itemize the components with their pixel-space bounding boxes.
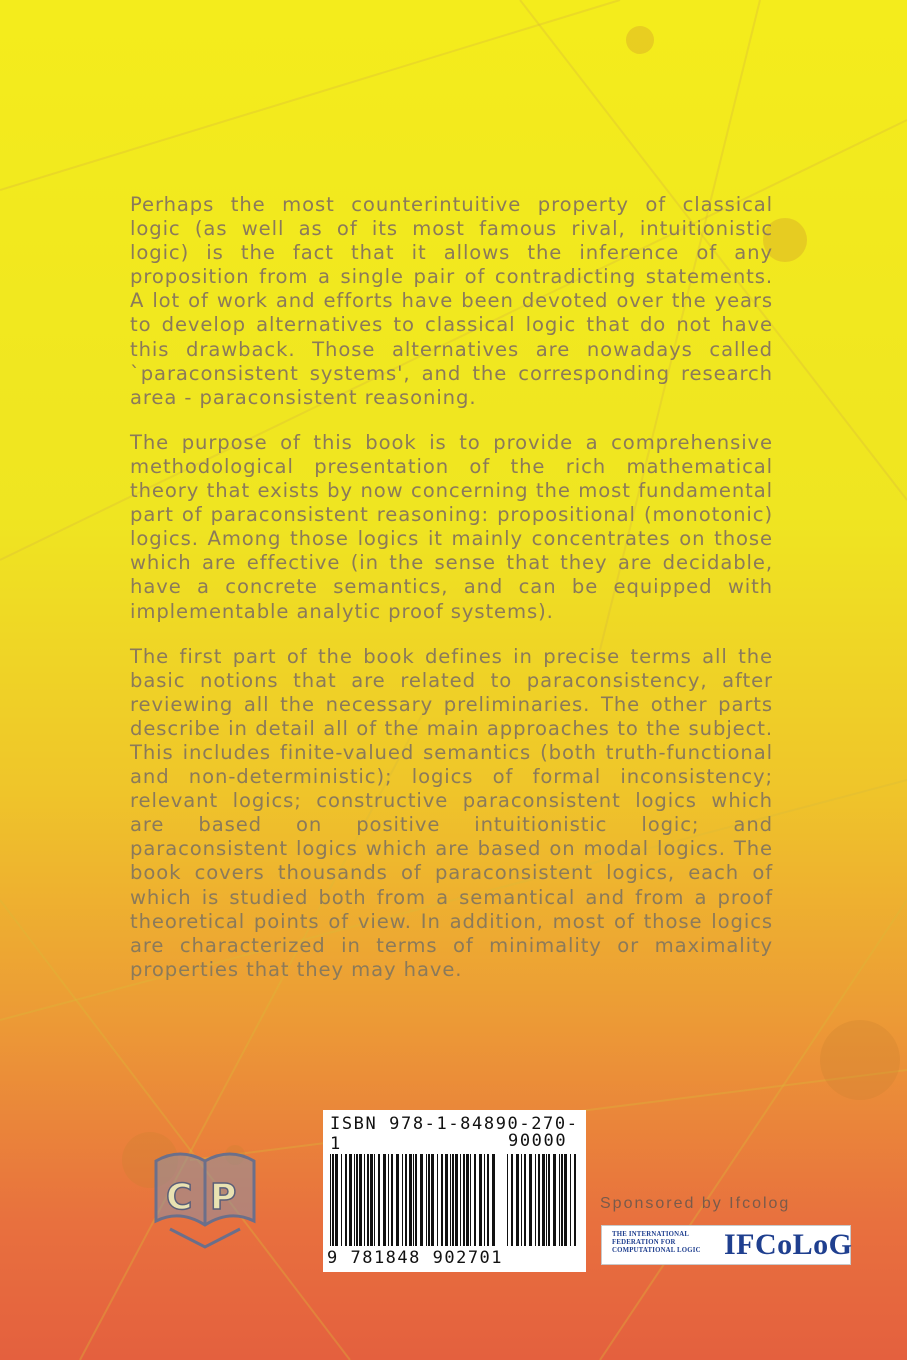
barcode-bar <box>445 1154 448 1246</box>
barcode-bar <box>413 1154 414 1246</box>
barcode-bar <box>535 1154 536 1246</box>
barcode-bar <box>426 1154 427 1246</box>
barcode-bar <box>516 1154 519 1246</box>
ifcolog-logo <box>601 1225 851 1265</box>
barcode-bar <box>345 1154 347 1246</box>
barcode-bar <box>378 1154 380 1246</box>
barcode-bar <box>330 1154 331 1246</box>
barcode-bar <box>521 1154 522 1246</box>
barcode-bar <box>367 1154 369 1246</box>
barcode-bar <box>455 1154 458 1246</box>
barcode-bar <box>437 1154 438 1246</box>
barcode-bar <box>402 1154 403 1246</box>
barcode-bar <box>409 1154 412 1246</box>
publisher-cp-book-logo <box>150 1143 260 1250</box>
barcode-bar <box>507 1154 508 1246</box>
isbn-barcode <box>323 1110 586 1272</box>
barcode-bar <box>335 1154 338 1246</box>
barcode-bar <box>450 1154 451 1246</box>
barcode-bar <box>529 1154 532 1246</box>
barcode-bar <box>474 1154 476 1246</box>
barcode-bar <box>374 1154 375 1246</box>
barcode-bar <box>559 1154 560 1246</box>
blurb-paragraph-2: The purpose of this book is to provide a comprehensive methodological presentation of the rich mathematical theory that exists by now concerning the most fundamental part of paraconsistent reasoning: propositional (monotonic) logics. Among those logics it mainly concentrates on those which are effective (in the sense that they are decidable, have a concrete semantics, and can be equipped with implementable analytic proof systems). <box>130 430 773 623</box>
barcode-bar <box>463 1154 465 1246</box>
barcode-bar <box>553 1154 556 1246</box>
barcode-bar <box>546 1154 547 1246</box>
barcode-bar <box>396 1154 399 1246</box>
barcode-bar <box>479 1154 482 1246</box>
barcode-bar <box>341 1154 342 1246</box>
logo-letter-p: P <box>210 1177 237 1218</box>
blurb-paragraph-1: Perhaps the most counterintuitive property of classical logic (as well as of its most famous rival, intuitionistic logic) is the fact that it allows the inference of any proposition from a single pair of contradicting statements. A lot of work and efforts have been devoted over the years to develop alternatives to classical logic that do not have this drawback. Those alternatives are nowadays called `paraconsistent systems', and the corresponding research area - paraconsistent reasoning. <box>130 193 773 409</box>
ifcolog-logo-wordmark: IFCoLoG <box>724 1228 853 1261</box>
barcode-bar <box>487 1154 489 1246</box>
barcode-bar <box>542 1154 545 1246</box>
barcode-bar <box>391 1154 393 1246</box>
sponsor-text: Sponsored by Ifcolog <box>600 1195 791 1212</box>
barcode-bar <box>370 1154 373 1246</box>
barcode-bar <box>511 1154 513 1246</box>
back-cover-blurb <box>130 193 773 1003</box>
barcode-bar <box>484 1154 485 1246</box>
barcode-bar <box>538 1154 540 1246</box>
barcode-bar <box>524 1154 526 1246</box>
barcode-bar <box>561 1154 563 1246</box>
barcode-bar <box>452 1154 454 1246</box>
barcode-bar <box>415 1154 417 1246</box>
barcode-bar <box>349 1154 352 1246</box>
ifcolog-logo-subtitle: THE INTERNATIONAL FEDERATION FOR COMPUTATIONAL LOGIC <box>612 1231 701 1254</box>
barcode-bar <box>405 1154 407 1246</box>
barcode-bar <box>548 1154 550 1246</box>
ean-barcode-bars <box>330 1154 500 1246</box>
ean-digits: 9 781848 902701 <box>327 1248 504 1268</box>
barcode-bar <box>364 1154 365 1246</box>
barcode-bar <box>383 1154 386 1246</box>
barcode-bar <box>466 1154 469 1246</box>
barcode-bar <box>431 1154 434 1246</box>
barcode-bar <box>354 1154 355 1246</box>
barcode-bar <box>574 1154 576 1246</box>
barcode-bar <box>564 1154 567 1246</box>
blurb-paragraph-3: The first part of the book defines in precise terms all the basic notions that are related to paraconsistency, after reviewing all the necessary preliminaries. The other parts describe in detail all of the main approaches to the subject. This includes finite-valued semantics (both truth-functional and non-deterministic); logics of formal inconsistency; relevant logics; constructive paraconsistent logics which are based on positive intuitionistic logic; and paraconsistent logics which are based on modal logics. The book covers thousands of paraconsistent logics, each of which is studied both from a semantical and from a proof theoretical points of view. In addition, most of those logics are characterized in terms of minimality or maximality properties that they may have. <box>130 644 773 981</box>
barcode-bar <box>356 1154 358 1246</box>
barcode-bar <box>388 1154 389 1246</box>
logo-letter-c: C <box>166 1177 193 1218</box>
barcode-bar <box>420 1154 423 1246</box>
barcode-bar <box>332 1154 334 1246</box>
barcode-bar <box>460 1154 461 1246</box>
price-code: 90000 <box>508 1131 568 1151</box>
barcode-bar <box>570 1154 571 1246</box>
isbn-number: ISBN 978-1-84890-270-1 <box>330 1114 579 1154</box>
barcode-bar <box>428 1154 430 1246</box>
barcode-bar <box>359 1154 362 1246</box>
barcode-bar <box>470 1154 471 1246</box>
addon-barcode-bars <box>507 1154 579 1246</box>
barcode-bar <box>441 1154 443 1246</box>
barcode-bar <box>492 1154 495 1246</box>
